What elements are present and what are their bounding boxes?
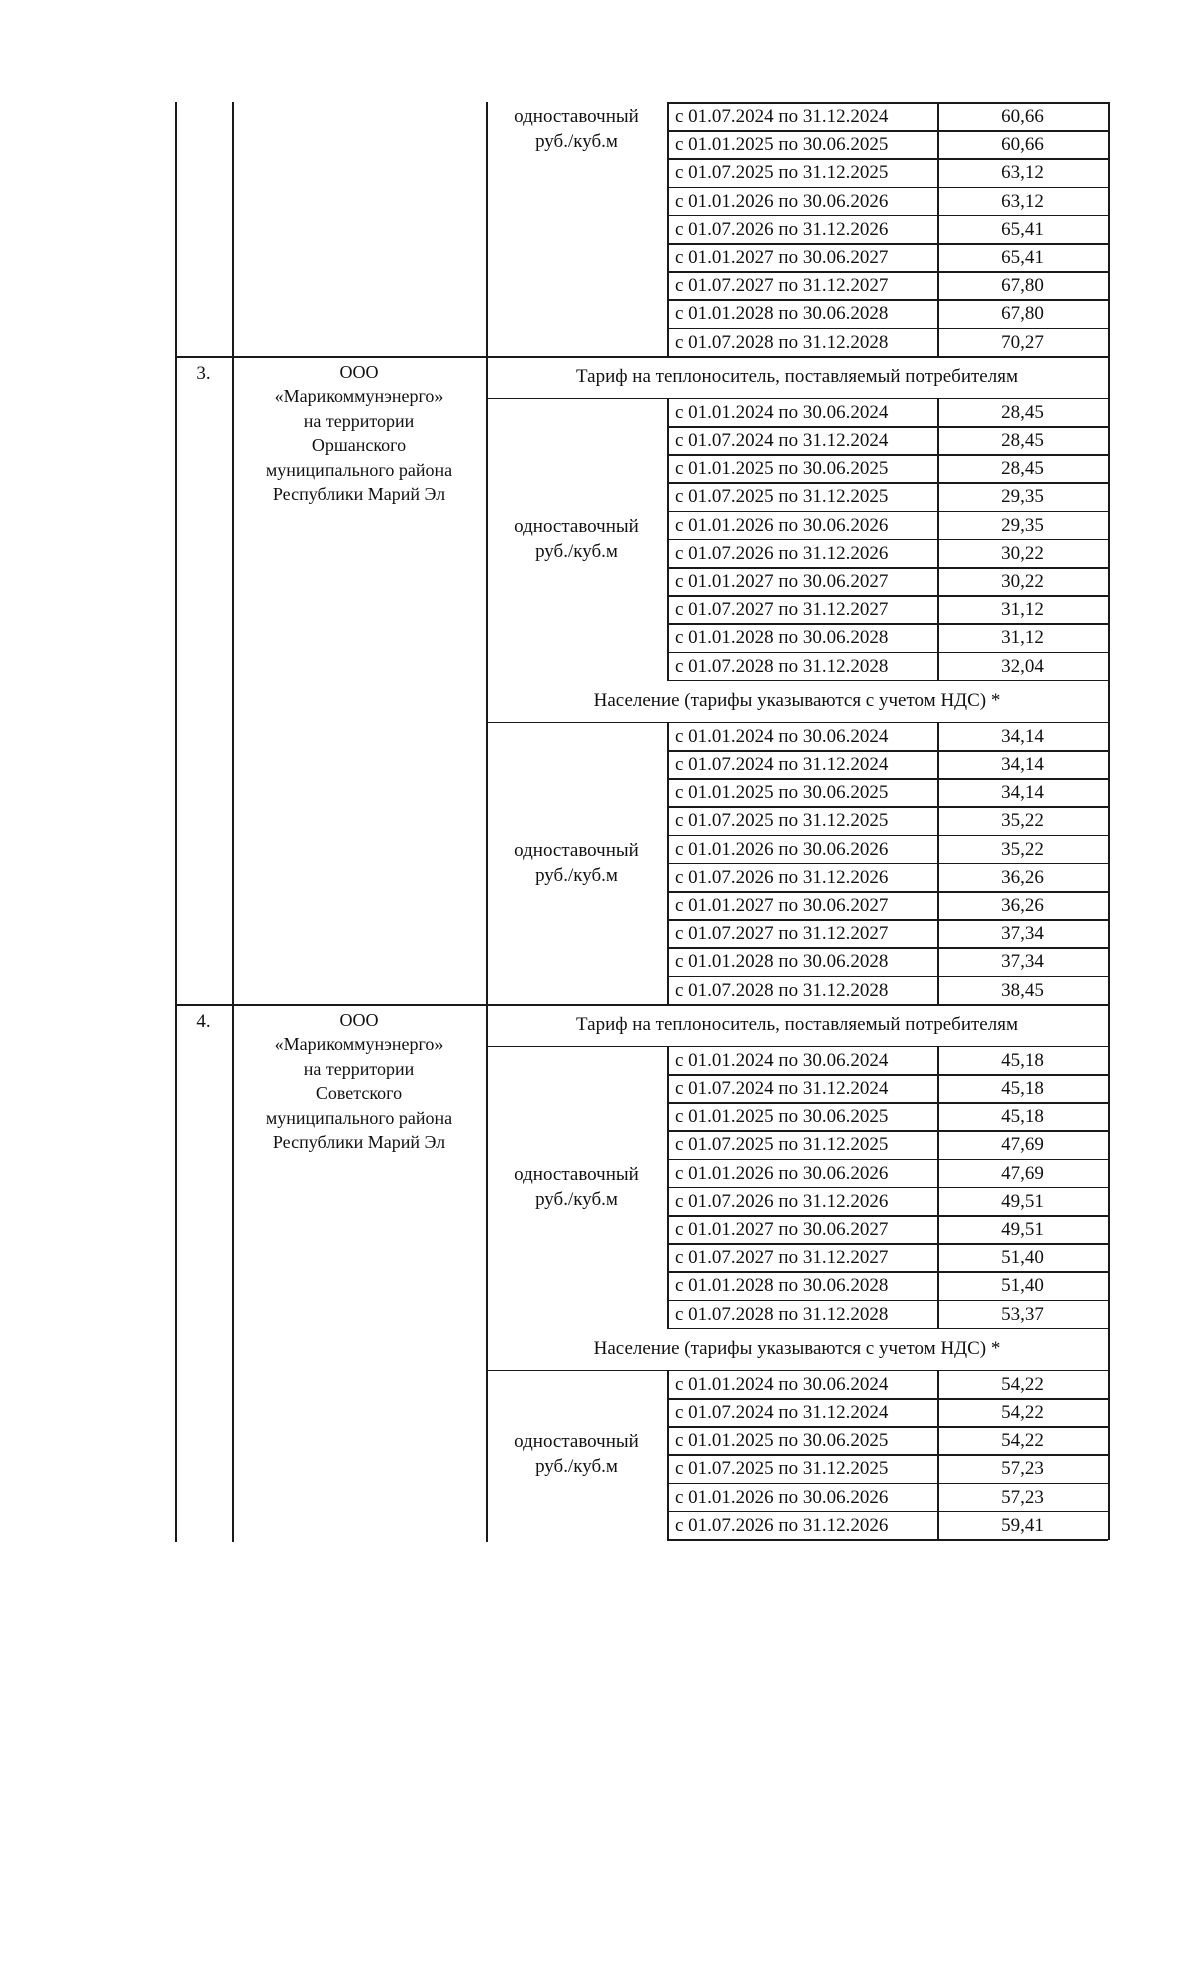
value-column-border	[937, 1370, 939, 1541]
period-cell: с 01.07.2028 по 31.12.2028	[675, 1303, 889, 1325]
period-cell: с 01.07.2026 по 31.12.2026	[675, 1190, 889, 1212]
period-cell: с 01.01.2026 по 30.06.2026	[675, 514, 889, 536]
value-cell: 54,22	[1001, 1373, 1044, 1395]
period-cell: с 01.07.2027 по 31.12.2027	[675, 1247, 889, 1269]
value-cell: 28,45	[1001, 458, 1044, 480]
value-cell: 29,35	[1001, 514, 1044, 536]
period-cell: с 01.01.2026 по 30.06.2026	[675, 1162, 889, 1184]
period-column-border	[667, 722, 669, 1006]
organization-name-line: Республики Марий Эл	[272, 1132, 446, 1153]
tariff-unit	[486, 1429, 667, 1479]
right-border	[1108, 1328, 1110, 1370]
value-cell: 31,12	[1001, 627, 1044, 649]
value-cell: 47,69	[1001, 1134, 1044, 1156]
tariff-unit	[486, 1162, 667, 1212]
period-column-border	[667, 1046, 669, 1330]
tariff-unit	[486, 104, 667, 154]
period-cell: с 01.01.2025 по 30.06.2025	[675, 458, 889, 480]
tariff-unit	[486, 838, 667, 888]
period-column-border	[667, 102, 669, 357]
grid-line	[667, 1328, 1108, 1330]
group-header: Население (тарифы указываются с учетом НДС) *	[593, 1337, 1001, 1359]
period-cell: с 01.07.2026 по 31.12.2026	[675, 1514, 889, 1536]
period-cell: с 01.07.2024 по 31.12.2024	[675, 1078, 889, 1099]
value-cell: 59,41	[1001, 1514, 1044, 1536]
organization-name	[232, 360, 486, 507]
period-cell: с 01.01.2028 по 30.06.2028	[675, 951, 889, 973]
value-cell: 54,22	[1001, 1402, 1044, 1423]
value-cell: 67,80	[1001, 303, 1044, 325]
value-cell: 51,40	[1001, 1247, 1044, 1269]
value-cell: 32,04	[1001, 655, 1044, 677]
period-cell: с 01.07.2025 по 31.12.2025	[675, 1458, 889, 1480]
right-border	[1108, 1370, 1110, 1541]
period-cell: с 01.07.2028 по 31.12.2028	[675, 655, 889, 677]
right-border	[1108, 722, 1110, 1006]
organization-name-line: муниципального района	[265, 459, 453, 480]
value-cell: 57,23	[1001, 1458, 1044, 1480]
tariff-unit-line: одноставочный	[514, 1163, 639, 1185]
value-cell: 49,51	[1001, 1190, 1044, 1212]
right-border	[1108, 680, 1110, 722]
tariff-unit-line: одноставочный	[514, 1431, 639, 1453]
tariff-unit-line: руб./куб.м	[535, 540, 618, 562]
group-header: Население (тарифы указываются с учетом НДС) *	[593, 689, 1001, 711]
period-cell: с 01.01.2027 по 30.06.2027	[675, 247, 889, 268]
period-cell: с 01.07.2025 по 31.12.2025	[675, 162, 889, 184]
value-cell: 34,14	[1001, 754, 1044, 775]
right-border	[1108, 1046, 1110, 1330]
organization-name-line: Республики Марий Эл	[272, 484, 446, 505]
tariff-unit-line: одноставочный	[514, 515, 639, 537]
organization-name-line: на территории	[303, 410, 415, 431]
value-cell: 65,41	[1001, 218, 1044, 240]
value-cell: 51,40	[1001, 1275, 1044, 1297]
period-cell: с 01.01.2027 по 30.06.2027	[675, 1219, 889, 1240]
period-cell: с 01.07.2024 по 31.12.2024	[675, 754, 889, 775]
period-cell: с 01.07.2028 по 31.12.2028	[675, 331, 889, 353]
period-cell: с 01.07.2024 по 31.12.2024	[675, 1402, 889, 1423]
period-cell: с 01.01.2027 по 30.06.2027	[675, 571, 889, 592]
grid-line	[667, 680, 1108, 682]
period-cell: с 01.07.2024 по 31.12.2024	[675, 106, 889, 127]
period-cell: с 01.07.2028 по 31.12.2028	[675, 979, 889, 1001]
value-cell: 37,34	[1001, 923, 1044, 945]
value-column-border	[937, 102, 939, 357]
organization-name-line: Оршанского	[311, 435, 407, 456]
group-header: Тариф на теплоноситель, поставляемый потребителям	[576, 365, 1018, 387]
period-cell: с 01.01.2028 по 30.06.2028	[675, 303, 889, 325]
right-border	[1108, 1004, 1110, 1046]
value-cell: 54,22	[1001, 1430, 1044, 1452]
organization-name	[232, 1008, 486, 1155]
period-cell: с 01.01.2025 по 30.06.2025	[675, 1430, 889, 1452]
organization-name-line: «Марикоммунэнерго»	[274, 386, 444, 407]
value-cell: 31,12	[1001, 599, 1044, 621]
row-number: 3.	[196, 362, 211, 384]
tariff-unit-line: руб./куб.м	[535, 864, 618, 886]
tariff-unit-line: руб./куб.м	[535, 131, 618, 152]
period-cell: с 01.07.2025 по 31.12.2025	[675, 486, 889, 508]
value-cell: 60,66	[1001, 106, 1044, 127]
organization-name-line: «Марикоммунэнерго»	[274, 1034, 444, 1055]
period-cell: с 01.01.2025 по 30.06.2025	[675, 782, 889, 804]
right-border	[1108, 356, 1110, 398]
period-cell: с 01.01.2026 по 30.06.2026	[675, 190, 889, 212]
period-cell: с 01.01.2026 по 30.06.2026	[675, 838, 889, 860]
period-cell: с 01.01.2024 по 30.06.2024	[675, 725, 889, 747]
period-cell: с 01.07.2025 по 31.12.2025	[675, 1134, 889, 1156]
value-cell: 47,69	[1001, 1162, 1044, 1184]
tariff-unit-line: руб./куб.м	[535, 1188, 618, 1210]
value-cell: 35,22	[1001, 838, 1044, 860]
value-cell: 36,26	[1001, 895, 1044, 916]
grid-line	[667, 1539, 1108, 1541]
period-cell: с 01.07.2027 по 31.12.2027	[675, 599, 889, 621]
organization-name-line: на территории	[303, 1058, 415, 1079]
value-column-border	[937, 1046, 939, 1330]
period-column-border	[667, 1370, 669, 1541]
tariff-unit-line: руб./куб.м	[535, 1456, 618, 1478]
period-column-border	[667, 398, 669, 682]
value-cell: 63,12	[1001, 190, 1044, 212]
right-border	[1108, 102, 1110, 357]
period-cell: с 01.07.2024 по 31.12.2024	[675, 430, 889, 451]
value-cell: 70,27	[1001, 331, 1044, 353]
value-cell: 45,18	[1001, 1078, 1044, 1099]
tariff-unit	[486, 514, 667, 564]
value-cell: 28,45	[1001, 401, 1044, 423]
period-cell: с 01.01.2024 по 30.06.2024	[675, 1373, 889, 1395]
period-cell: с 01.07.2026 по 31.12.2026	[675, 218, 889, 240]
organization-name-line: ООО	[339, 361, 379, 382]
period-cell: с 01.07.2026 по 31.12.2026	[675, 866, 889, 888]
value-cell: 37,34	[1001, 951, 1044, 973]
value-cell: 28,45	[1001, 430, 1044, 451]
section-border	[175, 356, 1108, 358]
value-cell: 38,45	[1001, 979, 1044, 1001]
value-cell: 45,18	[1001, 1106, 1044, 1128]
value-cell: 49,51	[1001, 1219, 1044, 1240]
period-cell: с 01.01.2027 по 30.06.2027	[675, 895, 889, 916]
value-cell: 35,22	[1001, 810, 1044, 832]
period-cell: с 01.01.2024 по 30.06.2024	[675, 401, 889, 423]
tariff-unit-line: одноставочный	[514, 839, 639, 861]
period-cell: с 01.01.2028 по 30.06.2028	[675, 1275, 889, 1297]
value-cell: 30,22	[1001, 571, 1044, 592]
value-cell: 60,66	[1001, 134, 1044, 156]
period-cell: с 01.07.2027 по 31.12.2027	[675, 923, 889, 945]
value-cell: 30,22	[1001, 542, 1044, 564]
right-border	[1108, 398, 1110, 682]
value-cell: 63,12	[1001, 162, 1044, 184]
value-cell: 29,35	[1001, 486, 1044, 508]
period-cell: с 01.01.2024 по 30.06.2024	[675, 1049, 889, 1071]
number-column-border	[232, 102, 234, 1542]
value-cell: 34,14	[1001, 725, 1044, 747]
period-cell: с 01.01.2025 по 30.06.2025	[675, 134, 889, 156]
value-column-border	[937, 722, 939, 1006]
value-cell: 34,14	[1001, 782, 1044, 804]
tariff-unit-line: одноставочный	[514, 106, 639, 127]
value-cell: 67,80	[1001, 275, 1044, 297]
value-column-border	[937, 398, 939, 682]
value-cell: 53,37	[1001, 1303, 1044, 1325]
period-cell: с 01.01.2026 по 30.06.2026	[675, 1486, 889, 1508]
value-cell: 36,26	[1001, 866, 1044, 888]
organization-name-line: ООО	[339, 1009, 379, 1030]
organization-column-border	[486, 102, 488, 1542]
organization-name-line: муниципального района	[265, 1107, 453, 1128]
period-cell: с 01.01.2028 по 30.06.2028	[675, 627, 889, 649]
period-cell: с 01.07.2027 по 31.12.2027	[675, 275, 889, 297]
period-cell: с 01.07.2025 по 31.12.2025	[675, 810, 889, 832]
period-cell: с 01.01.2025 по 30.06.2025	[675, 1106, 889, 1128]
organization-name-line: Советского	[315, 1083, 403, 1104]
value-cell: 65,41	[1001, 247, 1044, 268]
row-number: 4.	[196, 1010, 211, 1032]
value-cell: 45,18	[1001, 1049, 1044, 1071]
group-header: Тариф на теплоноситель, поставляемый потребителям	[576, 1013, 1018, 1035]
section-border	[175, 1004, 1108, 1006]
period-cell: с 01.07.2026 по 31.12.2026	[675, 542, 889, 564]
left-border	[175, 102, 177, 1542]
value-cell: 57,23	[1001, 1486, 1044, 1508]
